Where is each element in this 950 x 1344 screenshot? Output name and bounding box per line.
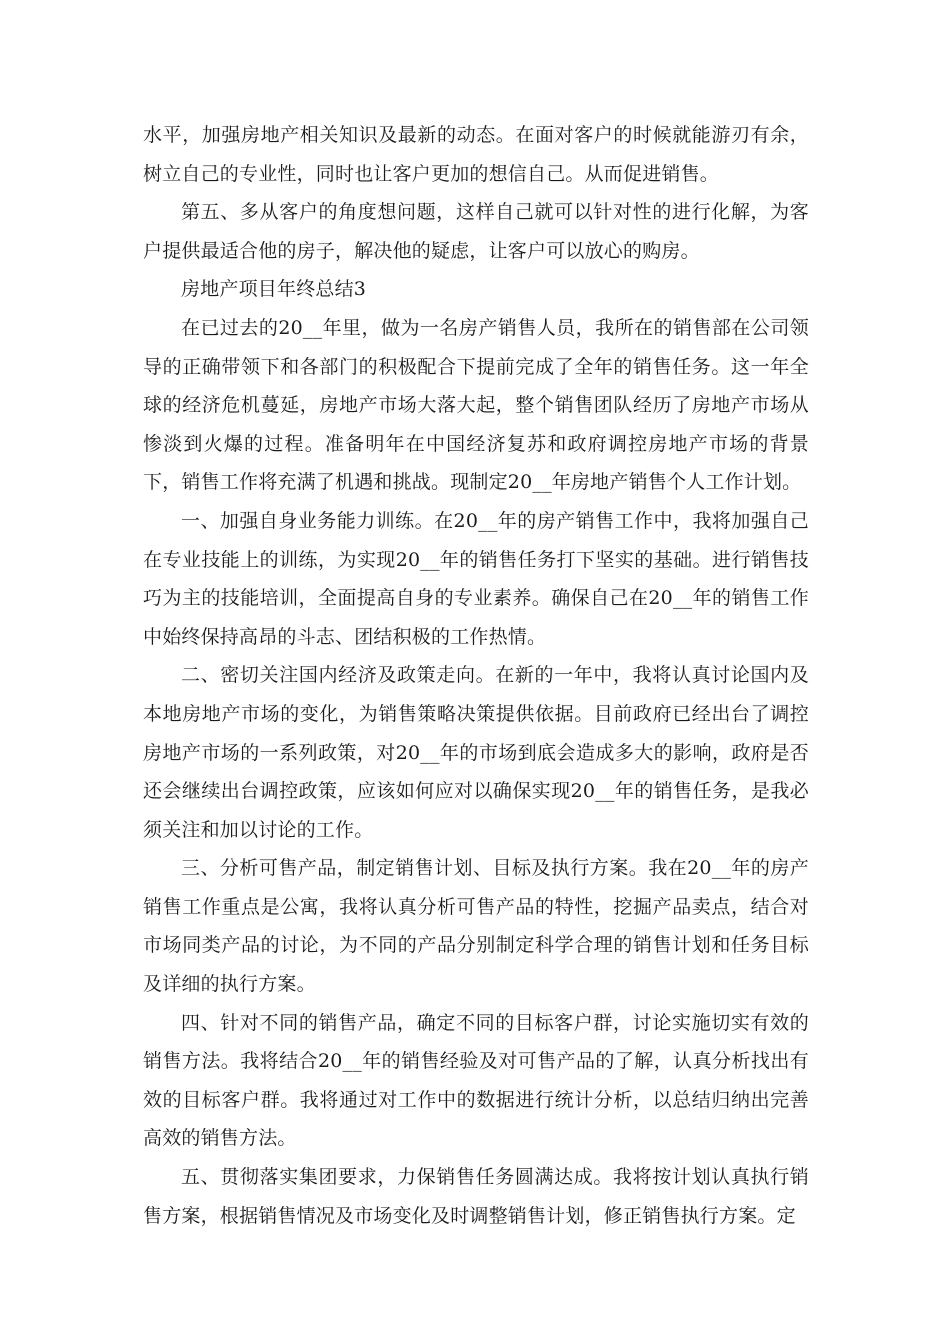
paragraph-plan-four: 四、针对不同的销售产品，确定不同的目标客户群，讨论实施切实有效的销售方法。我将结合20__年的销售经验及对可售产品的了解，认真分析找出有效的目标客户群。我将通过对工作中的数据进行统计分析，以总结归纳出完善高效的销售方法。 [143, 1011, 809, 1150]
section-heading: 房地产项目年终总结3 [181, 278, 367, 301]
paragraph-plan-five: 五、贯彻落实集团要求，力保销售任务圆满达成。我将按计划认真执行销售方案，根据销售情况及市场变化及时调整销售计划，修正销售执行方案。定 [143, 1166, 809, 1227]
paragraph-plan-one: 一、加强自身业务能力训练。在20__年的房产销售工作中，我将加强自己在专业技能上的训练，为实现20__年的销售任务打下坚实的基础。进行销售技巧为主的技能培训，全面提高自身的专业素养。确保自己在20__年的销售工作中始终保持高昂的斗志、团结积极的工作热情。 [143, 509, 809, 648]
paragraph-point-five: 第五、多从客户的角度想问题，这样自己就可以针对性的进行化解，为客户提供最适合他的房子，解决他的疑虑，让客户可以放心的购房。 [143, 201, 809, 262]
paragraph-opening: 在已过去的20__年里，做为一名房产销售人员，我所在的销售部在公司领导的正确带领下和各部门的积极配合下提前完成了全年的销售任务。这一年全球的经济危机蔓延，房地产市场大落大起，整个销售团队经历了房地产市场从惨淡到火爆的过程。准备明年在中国经济复苏和政府调控房地产市场的背景下，销售工作将充满了机遇和挑战。现制定20__年房地产销售个人工作计划。 [143, 316, 809, 494]
document-body [143, 116, 809, 1235]
paragraph-plan-three: 三、分析可售产品，制定销售计划、目标及执行方案。我在20__年的房产销售工作重点是公寓，我将认真分析可售产品的特性，挖掘产品卖点，结合对市场同类产品的讨论，为不同的产品分别制定科学合理的销售计划和任务目标及详细的执行方案。 [143, 857, 809, 996]
paragraph-plan-two: 二、密切关注国内经济及政策走向。在新的一年中，我将认真讨论国内及本地房地产市场的变化，为销售策略决策提供依据。目前政府已经出台了调控房地产市场的一系列政策，对20__年的市场到底会造成多大的影响，政府是否还会继续出台调控政策，应该如何应对以确保实现20__年的销售任务，是我必须关注和加以讨论的工作。 [143, 664, 809, 841]
paragraph-intro-continuation: 水平，加强房地产相关知识及最新的动态。在面对客户的时候就能游刃有余，树立自己的专业性，同时也让客户更加的想信自己。从而促进销售。 [143, 124, 809, 185]
